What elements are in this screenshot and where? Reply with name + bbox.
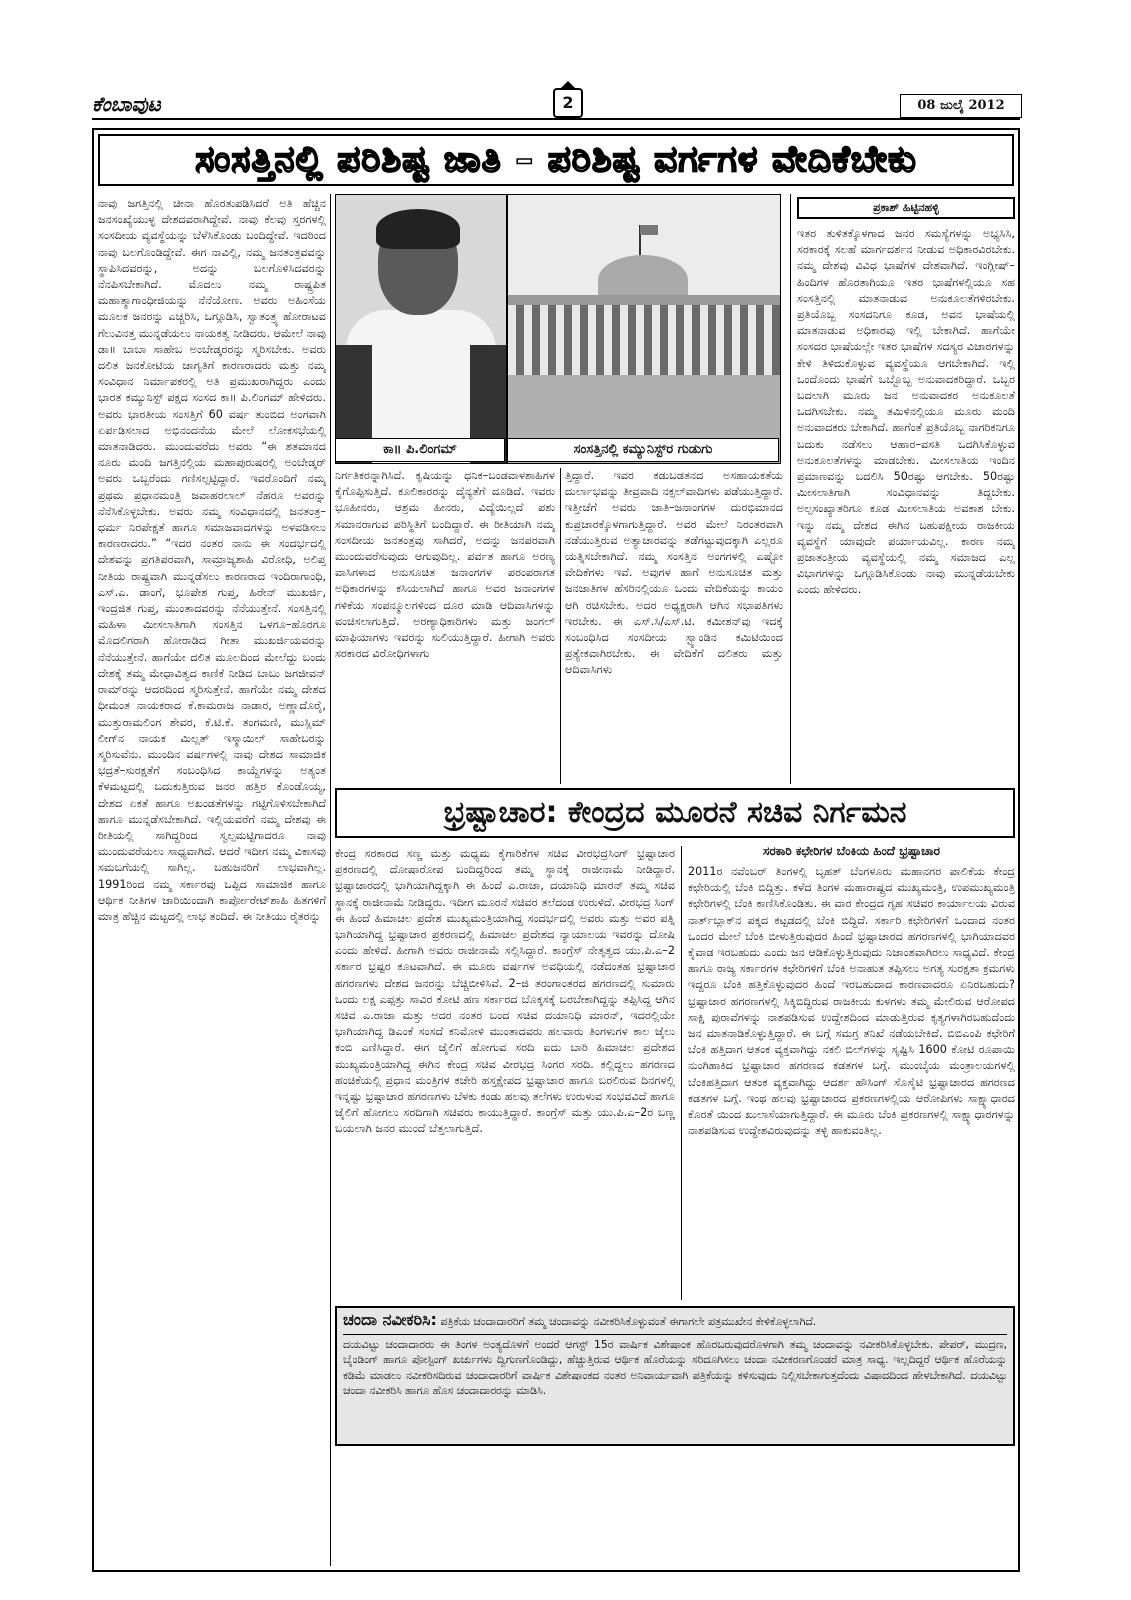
portrait-caption: ಕಾ॥ ಪಿ.ಲಿಂಗಮ್ [335,438,505,462]
parliament-photo [507,194,781,464]
article1-col2-text: ನಿರ್ಗತಿಕರನ್ನಾಗಿಸಿದೆ. ಕೃಷಿಯನ್ನು ಧನಿಕ–ಬಂಡವಾಳಶಾಹಿಗಳ ಕೈಗೊಪ್ಪಿಸುತ್ತಿದೆ. ಕೂಲಿಕಾರರನ್ನು ದೈನ್ಯತೆಗೆ ದೂಡಿದೆ. ಇವರು ಭೂಹೀನರು, ಆಶ್ರಮ ಹೀನರು, ವಿದ್ಯೆಯಿಲ್ಲದೆ ಪಶು ಸಮಾನರಾಗುವ ಪರಿಸ್ಥಿತಿಗೆ ಬಂದಿದ್ದಾರೆ. ಈ ರೀತಿಯಾಗಿ ನಮ್ಮ ಸಂಸದೀಯ ಜನತಂತ್ರವು ಸಾಗಿದರೆ, ಅದನ್ನು ಜನಪರವಾಗಿ ಮುಂದುವರೆಸುವುದು ಆಗುವುದಿಲ್ಲ. ಪರ್ವತ ಹಾಗೂ ಅರಣ್ಯ ವಾಸಿಗಳಾದ ಅನುಸೂಚಿತ ಜನಾಂಗಗಳ ಪರಂಪರಾಗತ ಅಧಿಕಾರಗಳನ್ನು ಕಸಿಯಲಾಗಿದೆ ಹಾಗೂ ಅವರ ಜನಾಂಗಗಳ ಗಳಿಕೆಯ ಸಂಪನ್ಮೂಲಗಳಿಂದ ದೂರ ಮಾಡಿ ಆದಿವಾಸಿಗಳನ್ನು ವಂಚಿಸಲಾಗುತ್ತಿದೆ. ಅರಣ್ಯಾಧಿಕಾರಿಗಳು ಮತ್ತು ಜಂಗಲ್ ಮಾಫಿಯಾಗಳು ಇವರನ್ನು ಸುಲಿಯುತ್ತಿದ್ದಾರೆ. ಹೀಗಾಗಿ ಅವರು ಸರಕಾರದ ವಿರೋಧಿಗಳಾಗು [335,469,555,661]
portrait-photo [335,194,507,464]
article2-column-1 [335,846,675,1300]
article1-col1-text: ನಾವು ಜಗತ್ತಿನಲ್ಲಿ ಚೀನಾ ಹೊರತುಪಡಿಸಿದರೆ ಅತಿ ಹೆಚ್ಚಿನ ಜನಸಂಖ್ಯೆಯುಳ್ಳ ದೇಶದವರಾಗಿದ್ದೇವೆ. ನಾವು ಕೆಲವು ಸ್ತರಗಳಲ್ಲಿ ಸಂಸದೀಯ ವ್ಯವಸ್ಥೆಯನ್ನು ಬೆಳೆಸಿಕೊಂಡು ಬಂದಿದ್ದೇವೆ. ಇದರಿಂದ ನಾವು ಬಲಗೊಂಡಿದ್ದೇವೆ. ಈಗ ನಾವಿಲ್ಲಿ, ನಮ್ಮ ಜನತಂತ್ರವವನ್ನು ಸ್ಥಾಪಿಸಿದವರನ್ನು, ಅದನ್ನು ಬಲಗೊಳಿಸಿದವರನ್ನು ನೆನಪಿಸಬೇಕಾಗಿದೆ. ಮೊದಲು ನಮ್ಮ ರಾಷ್ಟ್ರಪಿತ ಮಹಾತ್ಮಾಗಾಂಧೀಜಿಯನ್ನು ನೆನೆಯೋಣ. ಅವರು ಅಹಿಂಸೆಯ ಮೂಲಕ ಜನರನ್ನು ಎಚ್ಚರಿಸಿ, ಒಗ್ಗೂಡಿಸಿ, ಸ್ವಾತಂತ್ರ್ಯ ಹೋರಾಟವ ಗೆಲುವಿನತ್ತ ಮುನ್ನಡೆಯಲು ನಾಯಕತ್ವ ನೀಡಿದರು. ಆಮೇಲೆ ನಾವು ಡಾ॥ ಬಾಬಾ ಸಾಹೇಬ ಅಂಬೇಡ್ಕರರನ್ನು ಸ್ಮರಿಸಬೇಕು. ಅವರು ದಲಿತ ಜನಕೋಟಿಯ ಜಾಗೃತಿಗೆ ಕಾರಣರಾದರು ಮತ್ತು ನಮ್ಮ ಸಂವಿಧಾನ ನಿರ್ಮಾಪಕರಲ್ಲಿ ಅತಿ ಪ್ರಮುಖರಾಗಿದ್ದರು ಎಂದು ಭಾರತ ಕಮ್ಯುನಿಸ್ಟ್ ಪಕ್ಷದ ಸಂಸದ ಕಾ॥ ಪಿ.ಲಿಂಗಮ್ ಹೇಳಿದರು. ಅವರು ಭಾರತೀಯ ಸಂಸತ್ತಿಗೆ 60 ವರ್ಷ ತುಂಬಿದ ಅಂಗವಾಗಿ ಏರ್ಪಡಿಸಲಾದ ಅಭಿನಂದನೆಯ ಮೇಲೆ ಲೋಕಸಭೆಯಲ್ಲಿ ಮಾತನಾಡಿದರು. ಮುಂದುವರೆದು ಅವರು “ಈ ಶತಮಾನದ ನೂರು ಮಂದಿ ಜಗತ್ತಿನಲ್ಲಿಯ ಮಹಾಪುರುಷರಲ್ಲಿ ಅಂಬೇಡ್ಕರ್ ಅವರು ಒಬ್ಬರೆಂದು ಗಣಿಸಲ್ಪಟ್ಟಿದ್ದಾರೆ. ಇವರೊಂದಿಗೆ ನಮ್ಮ ಪ್ರಥಮ ಪ್ರಧಾನಮಂತ್ರಿ ಜವಾಹರಲಾಲ್ ನೆಹರೂ ಅವರನ್ನು ನೆನೆಸಿಕೊಳ್ಳಬೇಕು. ಅವರು ನಮ್ಮ ಸಂವಿಧಾನದಲ್ಲಿ ಜನತಂತ್ರ–ಧರ್ಮ ನಿರಪೇಕ್ಷತೆ ಹಾಗೂ ಸಮಾಜವಾದಗಳನ್ನು ಅಳವಡಿಸಲು ಕಾರಣರಾದರು.” “ಇದರ ನಂತರ ನಾನು ಈ ಸಂದರ್ಭದಲ್ಲಿ ದೇಶವನ್ನು ಪ್ರಗತಿಪರವಾಗಿ, ಸಾಮ್ರಾಜ್ಯಶಾಹಿ ವಿರೋಧಿ, ಅಲಿಪ್ತ ನೀತಿಯ ರಾಷ್ಟ್ರವಾಗಿ ಮುನ್ನಡೆಸಲು ಕಾರಣರಾದ ಇಂದಿರಾಗಾಂಧಿ, ಎಸ್.ಎ. ಡಾಂಗೆ, ಭೂಪೇಶ ಗುಪ್ತ, ಹಿರೇನ್ ಮುಖರ್ಜಿ, ಇಂದ್ರಜಿತ ಗುಪ್ತ, ಮುಂತಾದವರನ್ನು ನೆನೆಯುತ್ತೇನೆ. ಸಂಸತ್ತಿನಲ್ಲಿ ಮಹಿಳಾ ಮೀಸಲಾತಿಗಾಗಿ ಸಂಸತ್ತಿನ ಒಳಗೂ–ಹೊರಗೂ ಮೊದಲಿಗರಾಗಿ ಹೋರಾಡಿದ ಗೀತಾ ಮುಖರ್ಜಿಯವರನ್ನು ನೆನೆಯುತ್ತೇನೆ. ಹಾಗೆಯೇ ದಲಿತ ಮೂಲದಿಂದ ಮೇಲೆದ್ದು ಬಂದು ದೇಶಕ್ಕೆ ತಮ್ಮ ಮೇಧಾವಿತ್ವದ ಕಾಣಿಕೆ ನೀಡಿದ ಬಾಬು ಜಗಜೀವನ್ ರಾಮ್‌ರನ್ನು ಆದರದಿಂದ ಸ್ಮರಿಸುತ್ತೇನೆ. ಹಾಗೆಯೇ ನಮ್ಮ ದೇಶದ ಧೀಮಂತ ನಾಯಕರಾದ ಕೆ.ಕಾಮರಾಜ ನಾಡಾರ, ಅಣ್ಣಾದೊರೈ, ಮುತ್ತುರಾಮಲಿಂಗ ಶೇವರ, ಕೆ.ಟಿ.ಕೆ. ತಂಗಮಣಿ, ಮುಸ್ಲಿಮ್ ಲೀಗ್‌ನ ನಾಯಕ ಮಿಲ್ಲತ್ ಇಸ್ಮಾಯಿಲ್ ಸಾಹೇಬರನ್ನು ಸ್ಮರಿಸುವೆನು. ಮುಂದಿನ ವರ್ಷಗಳಲ್ಲಿ ನಾವು ದೇಶದ ಸಾಮಾಜಿಕ ಭದ್ರತೆ–ಸುರಕ್ಷತೆಗೆ ಸಂಬಂಧಿಸಿದ ಕಾಯ್ದೆಗಳನ್ನು ಅತ್ಯಂತ ಕೆಳಮಟ್ಟದಲ್ಲಿ ಬದುಕುತ್ತಿರುವ ಜನರ ಹತ್ತಿರ ಕೊಂಡೊಯ್ಯ, ದೇಶದ ಏಕತೆ ಹಾಗೂ ಅಖಂಡತೆಗಳನ್ನು ಗಟ್ಟಿಗೊಳಿಸಬೇಕಾಗಿದೆ ಹಾಗೂ ಮುನ್ನಡೆಸಬೇಕಾಗಿದೆ. ಇಲ್ಲಿಯವರೆಗೆ ನಮ್ಮ ದೇಶವು ಈ ರೀತಿಯಲ್ಲಿ ಸಾಗಿದ್ದರಿಂದ ಸ್ವಲ್ಪಮಟ್ಟಿಗಾದರೂ ನಾವು ಮುಂದುವರೆಯಲು ಸಾಧ್ಯವಾಗಿದೆ. ಆದರೆ ಇದೀಗ ನಮ್ಮ ವಿಕಾಸವು ಸಮಬಗೆಯಲ್ಲಿ ಸಾಗಿಲ್ಲ. ಬಹುಜನರಿಗೆ ಲಾಭವಾಗಿಲ್ಲ. 1991ರಿಂದ ನಮ್ಮ ಸರ್ಕಾರವು ಒಪ್ಪಿದ ಸಾಮಾಜಿಕ ಹಾಗೂ ಆರ್ಥಿಕ ನೀತಿಗಳ ಜಾರಿಯಿಂದಾಗಿ ಕಾರ್ಪೋರೇಟ್‌ಶಾಹಿ ಹಿತಗಳಿಗೆ ಮಾತ್ರ ಹೆಚ್ಚಿನ ಮಟ್ಟದಲ್ಲಿ ಲಾಭ ತಂದಿದೆ. ಈ ನೀತಿಯು ರೈತರನ್ನು [98,197,326,923]
article2-col1-text: ಕೇಂದ್ರ ಸರಕಾರದ ಸಣ್ಣ ಮತ್ತು ಮಧ್ಯಮ ಕೈಗಾರಿಕೆಗಳ ಸಚಿವ ವೀರಭದ್ರಸಿಂಗ್ ಭ್ರಷ್ಟಾಚಾರ ಪ್ರಕರಣದಲ್ಲಿ ದೋಷಾರೋಪ ಬಂದಿದ್ದರಿಂದ ತಮ್ಮ ಸ್ಥಾನಕ್ಕೆ ರಾಜೀನಾಮೆ ನೀಡಿದ್ದಾರೆ. ಭ್ರಷ್ಟಾಚಾರದಲ್ಲಿ ಭಾಗಿಯಾಗಿದ್ದಕ್ಕಾಗಿ ಈ ಹಿಂದೆ ಎ.ರಾಜಾ, ದಯಾನಿಧಿ ಮಾರನ್ ತಮ್ಮ ಸಚಿವ ಸ್ಥಾನಕ್ಕೆ ರಾಜೀನಾಮೆ ನೀಡಿದ್ದರು. ಇದೀಗ ಮೂರನೆ ಸಚಿವರ ತಲೆದಂಡ ಉರುಳಿದೆ. ವೀರಭದ್ರ ಸಿಂಗ್ ಈ ಹಿಂದೆ ಹಿಮಾಚಲ ಪ್ರದೇಶ ಮುಖ್ಯಮಂತ್ರಿಯಾಗಿದ್ದ ಸಂದರ್ಭದಲ್ಲಿ ಅವರು ಮತ್ತು ಅವರ ಪತ್ನಿ ಭಾಗಿಯಾಗಿದ್ದ ಭ್ರಷ್ಟಾಚಾರ ಪ್ರಕರಣದಲ್ಲಿ ಹಿಮಾಚಲ ಪ್ರದೇಶದ ನ್ಯಾಯಾಲಯ ಇವರನ್ನು ದೋಷಿ ಎಂದು ಹೇಳಿದೆ. ಹೀಗಾಗಿ ಅವರು ರಾಜೀನಾಮೆ ಸಲ್ಲಿಸಿದ್ದಾರೆ. ಕಾಂಗ್ರೆಸ್ ನೇತೃತ್ವದ ಯು.ಪಿ.ಎ–2 ಸರ್ಕಾರ ಭ್ರಷ್ಟರ ಕೂಟವಾಗಿದೆ. ಈ ಮೂರು ವರ್ಷಗಳ ಅವಧಿಯಲ್ಲಿ ನಡೆದಂತಹ ಭ್ರಷ್ಟಾಚಾರ ಹಗರಣಗಳು ದೇಶದ ಜನರನ್ನು ಬೆಚ್ಚಿಬೀಳಿಸಿವೆ. 2–ಜಿ ತರಂಗಾಂತರದ ಹಗರಣದಲ್ಲಿ ಸುಮಾರು ಒಂದು ಲಕ್ಷ ಎಪ್ಪತ್ತು ಸಾವಿರ ಕೋಟಿ ಹಣ ಸರ್ಕಾರದ ಬೊಕ್ಕಸಕ್ಕೆ ಬರಬೇಕಾಗಿದ್ದನ್ನು ತಪ್ಪಿಸಿದ್ದ ಆಗಿನ ಸಚಿವ ಎ.ರಾಜಾ ಮತ್ತು ಅದರ ನಂತರ ಬಂದ ಸಚಿವ ದಯಾನಿಧಿ ಮಾರನ್, ಇದರಲ್ಲಿಯೇ ಭಾಗಿಯಾಗಿದ್ದ ಡಿಎಂಕೆ ಸಂಸದೆ ಕನಿಮೋಳಿ ಮುಂತಾದವರು ಹಲವಾರು ತಿಂಗಳುಗಳ ಕಾಲ ಜೈಲು ಕಂಬಿ ಎಣಿಸಿದ್ದಾರೆ. ಈಗ ಜೈಲಿಗೆ ಹೋಗುವ ಸರದಿ ಐದು ಬಾರಿ ಹಿಮಾಚಲ ಪ್ರದೇಶದ ಮುಖ್ಯಮಂತ್ರಿಯಾಗಿದ್ದ ಈಗಿನ ಕೇಂದ್ರ ಸಚಿವ ವೀರಭದ್ರ ಸಿಂಗರ ಸರದಿ. ಕಲ್ಲಿದ್ದಲು ಹಗರಣದ ಹಂಚಿಕೆಯಲ್ಲಿ ಪ್ರಧಾನ ಮಂತ್ರಿಗಳ ಕಚೇರಿ ಹಸ್ತಕ್ಷೇಪದ ಭ್ರಷ್ಟಾಚಾರ ಹಾಗೂ ಬರಲಿರುವ ದಿನಗಳಲ್ಲಿ ಇನ್ನಷ್ಟು ಭ್ರಷ್ಟಾಚಾರ ಹಗರಣಗಳು ಬೆಳಕು ಕಂಡು ಹಲವು ತಲೆಗಳು ಉರುಳುವ ಸಂಭವವಿದೆ ಹಾಗೂ ಜೈಲಿಗೆ ಹೋಗಲು ಸರದಿಗಾಗಿ ಸಚಿವರು ಕಾಯುತ್ತಿದ್ದಾರೆ. ಕಾಂಗ್ರೆಸ್ ಮತ್ತು ಯು.ಪಿ.ಎ–2ರ ಬಣ್ಣ ಬಯಲಾಗಿ ಜನರ ಮುಂದೆ ಬೆತ್ತಲಾಗುತ್ತಿದೆ. [335,847,675,1136]
article1-col3-text: ತ್ತಿದ್ದಾರೆ. ಇವರ ಕಡುಬಡತನದ ಅಸಹಾಯಕತೆಯ ದುರ್ಲಾಭವನ್ನು ತೀವ್ರವಾದಿ ನಕ್ಸಲ್‌ವಾದಿಗಳು ಪಡೆಯುತ್ತಿದ್ದಾರೆ. ಇತ್ತೀಚೆಗೆ ಅವರು ಜಾತಿ–ಜನಾಂಗಗಳ ದುರಭಿಮಾನದ ಕುಪ್ರಚಾರಕ್ಕೊಳಗಾಗುತ್ತಿದ್ದಾರೆ. ಅವರ ಮೇಲೆ ನಿರಂತರವಾಗಿ ನಡೆಯುತ್ತಿರುವ ಅತ್ಯಾಚಾರವನ್ನು ತಡೆಗಟ್ಟುವುದಕ್ಕಾಗಿ ಎಲ್ಲರೂ ಯತ್ನಿಸಬೇಕಾಗಿದೆ. ನಮ್ಮ ಸಂಸತ್ತಿನ ಅಂಗಗಳಲ್ಲಿ ಎಷ್ಟೋ ವೇದಿಕೆಗಳು ಇವೆ. ಅವುಗಳ ಹಾಗೆ ಅನುಸೂಚಿತ ಮತ್ತು ಜನಜಾತಿಗಳ ಹೆಸರಿನಲ್ಲಿಯೂ ಒಂದು ವೇದಿಕೆಯನ್ನು ಕಾಯಂ ಆಗಿ ರಚಿಸಬೇಕು. ಅದರ ಅಧ್ಯಕ್ಷರಾಗಿ ಆಗಿನ ಸಭಾಪತಿಗಳು ಇರಬೇಕು. ಈ ಎಸ್.ಸಿ/ಎಸ್.ಟಿ. ಕಮೀಶನ್‌ವು ಇದಕ್ಕೆ ಸಂಬಂಧಿಸಿದ ಸಂಸದೀಯ ಸ್ಟ್ಯಾಂಡಿನ ಕಮಿಟಿಯಿಂದ ಪ್ರತ್ಯೇಕವಾಗಿರಬೇಕು. ಈ ವೇದಿಕೆಗೆ ದಲಿತರು ಮತ್ತು ಆದಿವಾಸಿಗಳು [565,469,783,677]
header-rule [92,118,1020,120]
article2-col2-text: 2011ರ ನವೆಂಬರ್ ತಿಂಗಳಲ್ಲಿ ಬೃಹತ್ ಬೆಂಗಳೂರು ಮಹಾನಗರ ಪಾಲಿಕೆಯ ಕೇಂದ್ರ ಕಛೇರಿಯಲ್ಲಿ ಬೆಂಕಿ ಬಿದ್ದಿತ್ತು. ಕಳೆದ ತಿಂಗಳ ಮಹಾರಾಷ್ಟ್ರದ ಮುಖ್ಯಮಂತ್ರಿ, ಉಪಮುಖ್ಯಮಂತ್ರಿ ಕಛೇರಿಗಳಲ್ಲಿ ಬೆಂಕಿ ಕಾಣಿಸಿಕೊಂಡಿತು. ಈ ವಾರ ಕೇಂದ್ರದ ಗೃಹ ಸಚಿವರ ಕಾರ್ಯಾಲಯ ವಿರುವ ನಾರ್ತ್‌ಬ್ಲಾಕ್‌ನ ಪಕ್ಕದ ಕಟ್ಟಡದಲ್ಲಿ ಬೆಂಕಿ ಬಿದ್ದಿದೆ. ಸರ್ಕಾರಿ ಕಛೇರಿಗಳಿಗೆ ಒಂದಾದ ನಂತರ ಒಂದರ ಮೇಲೆ ಬೆಂಕಿ ಬೀಳುತ್ತಿರುವುದರ ಹಿಂದೆ ಭ್ರಷ್ಟಾಚಾರದ ಹಗರಣಗಳಲ್ಲಿ ಭಾಗಿಯಾದವರ ಕೈವಾಡ ಇರಬಹುದು ಎಂದು ಜನ ಆಡಿಕೊಳ್ಳುತ್ತಿರುವುದು ನಿಜಾಂಶವಾಗಿರಲು ಸಾಧ್ಯವಿದೆ. ಕೇಂದ್ರ ಹಾಗೂ ರಾಜ್ಯ ಸರ್ಕಾರಗಳ ಕಛೇರಿಗಳಿಗೆ ಬೆಂಕಿ ಅನಾಹುತ ತಪ್ಪಿಸಲು ಅಗತ್ಯ ಸುರಕ್ಷತಾ ಕ್ರಮಗಳು ಇದ್ದರೂ ಬೆಂಕಿ ಹತ್ತಿಕೊಳ್ಳುವುದರ ಹಿಂದೆ ಇರಬಹುದಾದ ಕಾರಣವಾದರೂ ಏನಿರಬಹುದು? ಭ್ರಷ್ಟಾಚಾರ ಹಗರಣಗಳಲ್ಲಿ ಸಿಕ್ಕಿಬಿದ್ದಿರುವ ರಾಜಕೀಯ ಕುಳಗಳು ತಮ್ಮ ಮೇಲಿರುವ ಆರೋಪದ ಸಾಕ್ಷಿ ಪುರಾವೆಗಳನ್ನು ನಾಶಪಡಿಸುವ ಉದ್ದೇಶದಿಂದ ಮಾಡುತ್ತಿರುವ ಕೃತ್ಯಗಳಾಗಿರಬಹುದೆಂದು ಜನ ಮಾತನಾಡಿಕೊಳ್ಳುತ್ತಿದ್ದಾರೆ. ಈ ಬಗ್ಗೆ ಸಮಗ್ರ ತನಿಖೆ ನಡೆಯಬೇಕಿದೆ. ಬಿಬಿಎಂಪಿ ಕಛೇರಿಗೆ ಬೆಂಕಿ ಹತ್ತಿದಾಗ ಆತಂಕ ವ್ಯಕ್ತವಾಗಿದ್ದು ನಕಲಿ ಬಿಲ್‌ಗಳನ್ನು ಸೃಷ್ಟಿಸಿ 1600 ಕೋಟಿ ರೂಪಾಯಿ ನುಂಗಿಹಾಕಿದ ಭ್ರಷ್ಟಾಚಾರ ಹಗರಣದ ಕಡತಗಳ ಬಗ್ಗೆ. ಮುಂಬೈಯ ಮಂತ್ರಾಲಯಗಳಲ್ಲಿ ಬೆಂಕಿಹತ್ತಿದಾಗ ಆತಂಕ ವ್ಯಕ್ತವಾಗಿದ್ದು ಆದರ್ಶ ಹೌಸಿಂಗ್ ಸೊಸೈಟಿ ಭ್ರಷ್ಟಾಚಾರದ ಹಗರಣದ ಕಡತಗಳ ಬಗ್ಗೆ. ಇಂಥ ಹಲವು ಭ್ರಷ್ಟಾಚಾರದ ಪ್ರಕರಣಗಳಲ್ಲಿಯ ಆರೋಪಿಗಳು ಸಾಕ್ಷ್ಯಾಧಾರದ ಕೊರತೆ ಯಿಂದ ಖುಲಾಸೆಯಾಗುತ್ತಿದ್ದಾರೆ. ಈ ಮೂರು ಬೆಂಕಿ ಪ್ರಕರಣಗಳಲ್ಲಿ ಸಾಕ್ಷ್ಯಾಧಾರಗಳನ್ನು ನಾಶಪಡಿಸುವ ಉದ್ದೇಶವಿರುವುದನ್ನು ತಳ್ಳಿ ಹಾಕುವಂತಿಲ್ಲ. [688,865,1015,1138]
subscription-renewal-box [335,1306,1015,1446]
article1-byline: ಪ್ರಕಾಶ್ ಹಿಟ್ಟಿನಹಳ್ಳಿ [797,197,1015,219]
article2-headline: ಭ್ರಷ್ಟಾಚಾರ: ಕೇಂದ್ರದ ಮೂರನೆ ಸಚಿವ ನಿರ್ಗಮನ [335,788,1015,838]
page-number: 2 [553,88,583,118]
parliament-caption: ಸಂಸತ್ತಿನಲ್ಲಿ ಕಮ್ಯುನಿಸ್ಟ್‌ರ ಗುಡುಗು [507,438,779,462]
article2-column-2 [688,864,1015,1300]
article1-column-4 [797,226,1015,784]
renewal-title: ಚಂದಾ ನವೀಕರಿಸಿ: [343,1310,437,1329]
column-divider [330,194,331,1566]
article1-column-3 [565,468,783,784]
masthead: ಕೆಂಬಾವುಟ [92,92,161,116]
article1-col4-text: ಇತರ ತುಳಿತಕ್ಕೊಳಗಾದ ಜನರ ಸಮಸ್ಯೆಗಳನ್ನು ಅಭ್ಯಸಿಸಿ, ಸರಕಾರಕ್ಕೆ ಸಲಹೆ ಮಾರ್ಗದರ್ಶನ ನೀಡುವ ಅಧಿಕಾರವಿರಬೇಕು. ನಮ್ಮ ದೇಶವು ವಿವಿಧ ಭಾಷೆಗಳ ದೇಶವಾಗಿದೆ. ಇಂಗ್ಲೀಷ್–ಹಿಂದಿಗಳ ಹೊರತಾಗಿಯೂ ಇತರ ಭಾಷೆಗಳಲ್ಲಿಯೂ ಸಹ ಸಂಸತ್ತಿನಲ್ಲಿ ಮಾತನಾಡುವ ಅನುಕೂಲತೆಗಳಿರಬೇಕು. ಪ್ರತಿಯೊಬ್ಬ ಸಂಸದನಿಗೂ ಕೂಡ, ಅವನ ಭಾಷೆಯಲ್ಲಿ ಮಾತನಾಡುವ ಅಧಿಕಾರವು ಇಲ್ಲಿ ಬೇಕಾಗಿದೆ. ಹಾಗೆಯೇ ಸಂಸದರ ಭಾಷೆಯಲ್ಲೇ ಇತರ ಭಾಷೆಗಳ ಸದಸ್ಯರ ವಿಚಾರಗಳನ್ನು ಕೇಳಿ ತಿಳಿದುಕೊಳ್ಳುವ ವ್ಯವಸ್ಥೆಯೂ ಆಗಬೇಕಾಗಿದೆ. ಇಲ್ಲಿ ಒಂದೊಂದು ಭಾಷೆಗೆ ಒಬ್ಬೊಬ್ಬ ಅನುವಾದಕರಿದ್ದಾರೆ. ಒಬ್ಬರ ಬದಲಾಗಿ ಮೂರು ಜನ ಅನುವಾದಕರ ಅನುಕೂಲತೆ ಒದಗಿಸಬೇಕು. ನಮ್ಮ ತಮಿಳಿನಲ್ಲಿಯೂ ಮೂರು ಮಂದಿ ಅನುವಾದಕರು ಬೇಕಾಗಿದೆ. ಹಾಗೆಂತೆ ಪ್ರತಿಯೊಬ್ಬ ನಾಗರಿಕನಿಗೂ ಬದುಕು ನಡೆಸಲು ಆಹಾರ–ವಸತಿ ಒದಗಿಸಿಕೊಳ್ಳುವ ಅನುಕೂಲತೆಗಳನ್ನು ಮಾಡಬೇಕು. ಮೀಸಲಾತಿಯ ಇಂದಿನ ಪ್ರಮಾಣವನ್ನು ಬದಲಿಸಿ 50ರಷ್ಟು ಆಗಬೇಕು. 50ರಷ್ಟು ಮೀಸಲಾತಿಗಾಗಿ ಸಂವಿಧಾನವನ್ನು ತಿದ್ದಬೇಕು. ಅಲ್ಪಸಂಖ್ಯಾತರಿಗೂ ಕೂಡ ಮೀಸಲಾತಿಯ ಅವಕಾಶ ಬೇಕು. ಇನ್ನು ನಮ್ಮ ದೇಶದ ಈಗಿನ ಬಹುಪಕ್ಷೀಯ ರಾಜಕೀಯ ವ್ಯವಸ್ಥೆಗೆ ಯಾವುದೇ ಪರ್ಯಾಯವಿಲ್ಲ. ಕಾರಣ ನಮ್ಮ ಪ್ರಜಾತಂತ್ರೀಯ ವ್ಯವಸ್ಥೆಯಲ್ಲಿ ನಮ್ಮ ಸಮಾಜದ ಎಲ್ಲ ವಿಭಾಗಗಳನ್ನು ಒಗ್ಗೂಡಿಸಿಕೊಂಡು ನಾವು ಮುನ್ನಡೆಯಬೇಕು ಎಂದು ಹೇಳಿದರು. [797,227,1015,597]
column-divider [790,194,791,784]
renewal-lead: ಪತ್ರಿಕೆಯ ಚಂದಾದಾರರಿಗೆ ತಮ್ಮ ಚಂದಾವನ್ನು ನವೀಕರಿಸಿಕೊಳ್ಳುವಂತೆ ಈಗಾಗಲೇ ಪತ್ರಮುಖೇನ ಕೇಳಿಕೊಳ್ಳಲಾಗಿದೆ. [440,1315,817,1328]
column-divider [681,846,682,1300]
column-divider [560,468,561,784]
article2-subheading: ಸರಕಾರಿ ಕಛೇರಿಗಳ ಬೆಂಕಿಯ ಹಿಂದೆ ಭ್ರಷ್ಟಾಚಾರ [763,844,940,858]
issue-date: 08 ಜುಲೈ 2012 [900,94,1022,118]
article1-headline: ಸಂಸತ್ತಿನಲ್ಲಿ ಪರಿಶಿಷ್ಟ ಜಾತಿ – ಪರಿಶಿಷ್ಟ ವರ್ಗಗಳ ವೇದಿಕೆಬೇಕು [98,134,1014,186]
article1-column-2 [335,468,555,784]
article1-column-1 [98,196,326,1566]
renewal-body: ದಯವಿಟ್ಟು ಚಂದಾದಾರರು ಈ ತಿಂಗಳ ಅಂತ್ಯದೊಳಗೆ ಅಂದರೆ ಆಗಸ್ಟ್ 15ರ ವಾರ್ಷಿಕ ವಿಶೇಷಾಂಕ ಹೊರಬರುವುದರೊಳಗಾಗಿ ತಮ್ಮ ಚಂದಾವನ್ನು ನವೀಕರಿಸಿಕೊಳ್ಳಬೇಕು. ಪೇಪರ್, ಮುದ್ರಣ, ಬೈಂಡಿಂಗ್ ಹಾಗೂ ಪೋಸ್ಟಿಂಗ್ ಖರ್ಚುಗಳು ದ್ವಿಗುಣಗೊಂಡಿದ್ದು, ಹೆಚ್ಚುತ್ತಿರುವ ಆರ್ಥಿಕ ಹೊರೆಯನ್ನು ಸರಿದೂಗಿಸಲು ಚಂದಾ ನವೀಕರಣಗೊಂಡರೆ ಮಾತ್ರ ಸಾಧ್ಯ. ಇಲ್ಲದಿದ್ದರೆ ಆರ್ಥಿಕ ಹೊರೆಯನ್ನು ಕಡಿಮೆ ಮಾಡಲು ನವೀಕರಿಸದಿರುವ ಚಂದಾದಾರರಿಗೆ ವಾರ್ಷಿಕ ವಿಶೇಷಾಂಕದ ನಂತರ ಅನಿವಾರ್ಯವಾಗಿ ಪತ್ರಿಕೆಯನ್ನು ಕಳಿಸುವುದು ನಿಲ್ಲಿಸಬೇಕಾಗುತ್ತದೆಂದು ವಿಷಾದದಿಂದ ಹೇಳಬೇಕಾಗಿದೆ. ದಯವಿಟ್ಟು ಚಂದಾ ನವೀಕರಿಸಿ ಹಾಗೂ ಹೊಸ ಚಂದಾದಾರರನ್ನು ಮಾಡಿಸಿ. [343,1337,1007,1398]
